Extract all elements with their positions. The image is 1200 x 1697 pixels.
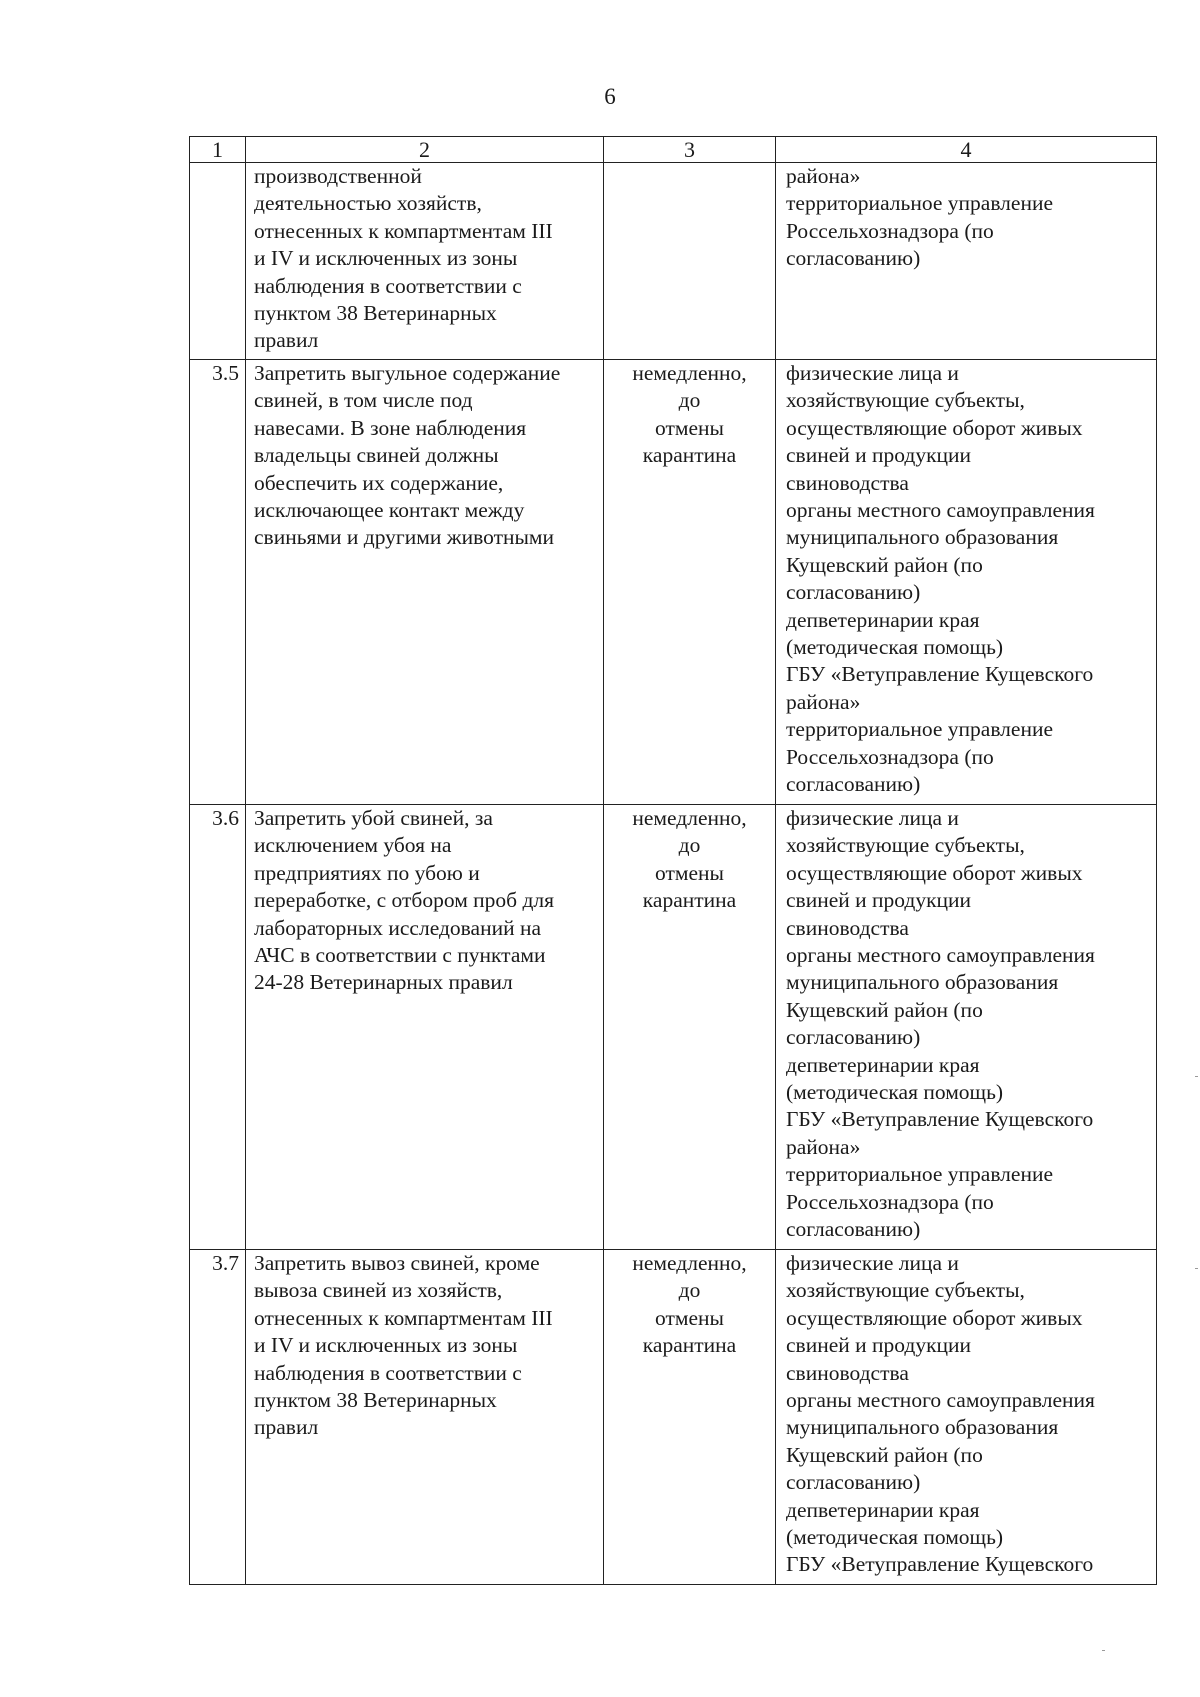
measures-table — [189, 136, 1157, 1585]
column-header-1: 1 — [190, 137, 246, 163]
term-text: немедленно, до отмены карантина — [604, 805, 776, 1250]
table-row — [190, 805, 1157, 1250]
scan-speck — [1102, 1650, 1105, 1651]
row-number: 3.5 — [190, 360, 246, 805]
responsible-text: физические лица и хозяйствующие субъекты, осуществляющие оборот живых свиней и продукции свиноводства органы местного самоуправления муниципального образования Кущевский район (по согласованию) депветеринарии края (методическая помощь) ГБУ «Ветуправление Кущевского района» территориальное управление Россельхознадзора (по согласованию) — [776, 360, 1157, 805]
term-text — [604, 163, 776, 360]
term-text: немедленно, до отмены карантина — [604, 1250, 776, 1585]
row-number: 3.7 — [190, 1250, 246, 1585]
column-header-4: 4 — [776, 137, 1157, 163]
responsible-text: физические лица и хозяйствующие субъекты, осуществляющие оборот живых свиней и продукции свиноводства органы местного самоуправления муниципального образования Кущевский район (по согласованию) депветеринарии края (методическая помощь) ГБУ «Ветуправление Кущевского района» территориальное управление Россельхознадзора (по согласованию) — [776, 805, 1157, 1250]
table-row — [190, 360, 1157, 805]
row-number: 3.6 — [190, 805, 246, 1250]
table-row — [190, 1250, 1157, 1585]
measure-text: Запретить выгульное содержание свиней, в том числе под навесами. В зоне наблюдения владельцы свиней должны обеспечить их содержание, исключающее контакт между свиньями и другими животными — [246, 360, 604, 805]
measure-text: Запретить убой свиней, за исключением убоя на предприятиях по убою и переработке, с отбором проб для лабораторных исследований на АЧС в соответствии с пунктами 24-28 Ветеринарных правил — [246, 805, 604, 1250]
scan-speck — [1195, 1076, 1198, 1077]
page-number: 6 — [604, 84, 616, 109]
column-header-3: 3 — [604, 137, 776, 163]
table-header-row — [190, 137, 1157, 163]
column-header-2: 2 — [246, 137, 604, 163]
responsible-text: физические лица и хозяйствующие субъекты, осуществляющие оборот живых свиней и продукции свиноводства органы местного самоуправления муниципального образования Кущевский район (по согласованию) депветеринарии края (методическая помощь) ГБУ «Ветуправление Кущевского — [776, 1250, 1157, 1585]
responsible-text: района» территориальное управление Россельхознадзора (по согласованию) — [776, 163, 1157, 360]
row-number — [190, 163, 246, 360]
table-row — [190, 163, 1157, 360]
measure-text: Запретить вывоз свиней, кроме вывоза свиней из хозяйств, отнесенных к компартментам III и IV и исключенных из зоны наблюдения в соответствии с пунктом 38 Ветеринарных правил — [246, 1250, 604, 1585]
term-text: немедленно, до отмены карантина — [604, 360, 776, 805]
scan-speck — [1195, 1268, 1198, 1269]
measure-text: производственной деятельностью хозяйств, отнесенных к компартментам III и IV и исключенных из зоны наблюдения в соответствии с пунктом 38 Ветеринарных правил — [246, 163, 604, 360]
